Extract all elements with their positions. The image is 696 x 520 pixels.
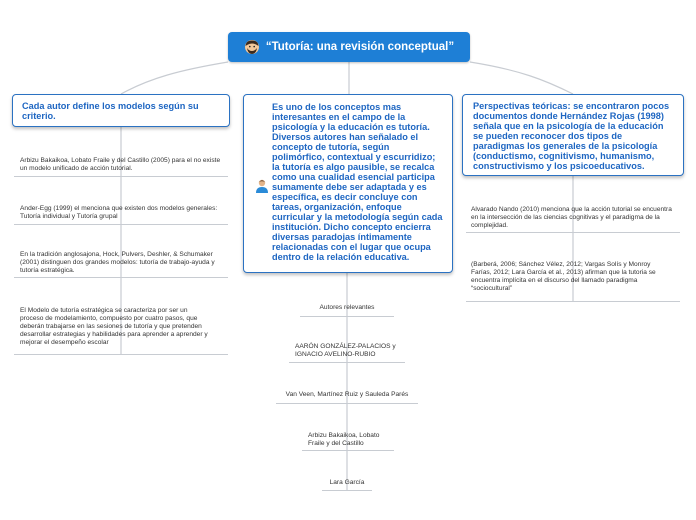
center-leaf-1[interactable]: [300, 304, 394, 312]
center-leaf-4-text: Arbizu Bakaikoa, Lobato Fraile y del Castillo: [308, 432, 380, 447]
center-leaf-5-underline: [322, 490, 372, 491]
center-leaf-4-underline: [302, 450, 394, 451]
left-leaf-1-text: Arbizu Bakaikoa, Lobato Fraile y del Castillo (2005) para el no existe un modelo unificado de acción tutorial.: [20, 157, 221, 172]
center-leaf-5-text: Lara García: [329, 479, 365, 486]
center-leaf-2[interactable]: [295, 343, 407, 359]
center-branch-heading: Es uno de los conceptos mas interesantes en el campo de la psicología y la educación es tutoría. Diversos autores han señalado el concepto de tutoría, según polimórfico, contextual y escurridizo; la tutoría es algo pausible, se recalca como una cualidad esencial participa sumamente debe ser adaptada y es específica, es decir concluye con tareas, organización, enfoque curricular y la metodología según cada institución. Dicho concepto encierra diversas paradojas íntimamente relacionadas con el lugar que ocupa dentro de la relación educativa.: [272, 102, 443, 262]
right-leaf-2-text: (Barberá, 2006; Sánchez Vélez, 2012; Vargas Solís y Monroy Farías, 2012; Lara García et al., 2013) afirman que la tutoria se encuentra implícita en el discurso del llamado paradigma “sociocultural”: [471, 261, 656, 292]
center-leaf-1-underline: [300, 316, 394, 317]
left-leaf-1[interactable]: [20, 157, 225, 173]
center-leaf-2-underline: [289, 362, 405, 363]
center-leaf-2-text: AARÓN GONZÁLEZ-PALACIOS y IGNACIO AVELINO-RUBIO: [295, 343, 396, 358]
left-leaf-3-underline: [14, 277, 228, 278]
center-branch-topic[interactable]: [243, 94, 453, 273]
right-leaf-2-underline: [466, 301, 680, 302]
center-leaf-4[interactable]: [308, 432, 396, 448]
left-branch-heading: Cada autor define los modelos según su criterio.: [22, 101, 199, 121]
left-leaf-4[interactable]: [20, 307, 210, 347]
center-leaf-3[interactable]: [276, 391, 418, 399]
left-leaf-3-text: En la tradición anglosajona, Hock, Pulvers, Deshler, & Schumaker (2001) distinguen dos grandes modelos: tutoría de trabajo-ayuda y tutoría estratégica.: [20, 251, 215, 274]
root-title: “Tutoría: una revisión conceptual”: [265, 41, 455, 53]
right-leaf-2[interactable]: [471, 261, 671, 293]
left-leaf-4-underline: [14, 354, 228, 355]
right-leaf-1-underline: [466, 232, 680, 233]
person-icon: [254, 178, 270, 194]
left-branch-topic[interactable]: [12, 94, 230, 127]
center-leaf-1-text: Autores relevantes: [319, 304, 375, 311]
center-leaf-5[interactable]: [322, 479, 372, 487]
left-leaf-2[interactable]: [20, 205, 220, 221]
left-leaf-4-text: El Modelo de tutoría estratégica se caracteriza por ser un proceso de modelamiento, compuesto por cuatro pasos, que deberán trabajarse en las sesiones de tutoría y que pretenden desarrollar estrategias y habilidades para aprender a aprender y mejorar el desempeño escolar: [20, 307, 208, 346]
center-leaf-3-underline: [276, 403, 418, 404]
center-leaf-3-text: Van Veen, Martínez Ruiz y Sauleda Parés: [285, 391, 409, 398]
left-leaf-1-underline: [14, 176, 228, 177]
connector-root-left: [121, 62, 228, 94]
right-leaf-1[interactable]: [471, 206, 676, 230]
left-leaf-3[interactable]: [20, 251, 225, 275]
connector-root-right: [470, 62, 573, 94]
left-leaf-2-underline: [14, 224, 228, 225]
left-leaf-2-text: Ander-Egg (1999) el menciona que existen dos modelos generales: Tutoría individual y Tutoría grupal: [20, 205, 218, 220]
right-branch-topic[interactable]: [462, 94, 684, 176]
right-leaf-1-text: Alvarado Nando (2010) menciona que la acción tutorial se encuentra en la intersección de las ciencias cognitivas y el paradigma de la complejidad.: [471, 206, 672, 229]
right-branch-heading: Perspectivas teóricas: se encontraron pocos documentos donde Hernández Rojas (1998) señala que en la psicología de la educación se pueden reconocer dos tipos de paradigmas los generales de la psicología (conductismo, cognitivismo, humanismo, constructivismo y los psicoeducativos.: [473, 101, 670, 171]
man-beard-emoji-icon: [244, 39, 260, 55]
root-topic[interactable]: [228, 32, 470, 62]
